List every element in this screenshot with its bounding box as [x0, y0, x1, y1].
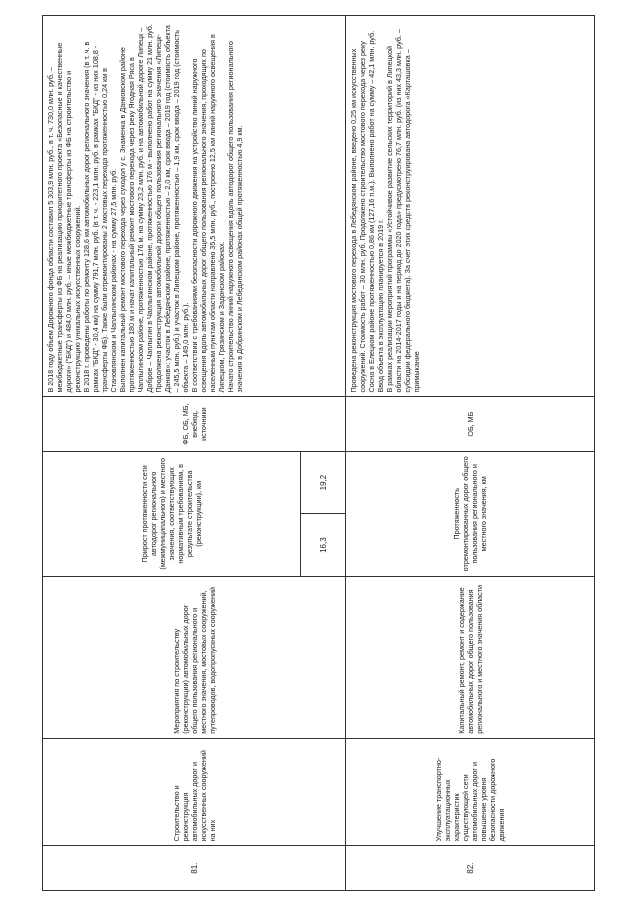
result-paragraph: В рамках реализации мероприятий программы «Устойчивое развитие сельских территорий в Липецкой области на 2014-2017 годы и на период до 2020 года» предусмотрено 76,7 млн. руб. (из них 43,3 млн. руб. – субсидии федерального бюджета). За счет этих средств реконструирована автодорога «Карташовка – примыкание	[385, 29, 421, 393]
result-paragraph: В соответствии с требованиями безопасности дорожного движения на устройство линий наружного освещения вдоль автомобильных дорог общего пользования регионального значения, проходящих по населенным пунктам области направлено 35,5 млн. руб., построено 12,5 км линий наружного освещения в Липецком, Грязинском и Задонском районах.	[190, 34, 226, 393]
row-number: 81.	[43, 846, 346, 891]
result-paragraph: Проведена реконструкция мостового перехода в Лебедянском районе, введено 0,25 км искусственных сооружений. Стоимость работ – 30 млн. руб. Продолжено строительство мостового перехода через реку Сосна в Елецком районе протяженностью 0,86 км (127,16 п.м.). Выполнено работ на сумму – 42,1 млн. руб. Ввод объекта в эксплуатацию планируется в 2019 г.	[349, 30, 385, 393]
result-cell	[43, 16, 346, 398]
indicator-cell	[43, 451, 346, 576]
measure-cell: Мероприятия по строительству (реконструкции) автомобильных дорог общего пользования регионального и местного значения, мостовых сооружений, путепроводов, водопропускных сооружений	[43, 576, 346, 738]
result-paragraph: Выполнен капитальный ремонт мостового перехода через суходол у с. Знаменка в Данковском районе протяженностью 180 м и начат капитальный ремонт мостового перехода через реку Ягодная Ряса в Чаплыгинском районе, протяженностью 176 м. на сумму 23,2 млн. руб. и на автомобильной дороге Липецк – Доброе – Чаплыгин в Чаплыгинском районе, протяженностью 176 м - выполнено работ на сумму 21 млн. руб.	[118, 24, 154, 393]
result-cell	[346, 16, 595, 398]
value-fact: 19,2	[301, 452, 345, 515]
result-paragraph: В 2018 г. проведены работы по ремонту 128,6 км автомобильных дорог регионального значения (в т. ч. в рамках "БКД" - 30,4 км) на сумму 791,7 млн. руб. (в т. ч. - 223,1 млн. руб. в рамках "БКД" - из них 108,8 - трансферты ФБ). Также были отремонтированы 2 мостовых перехода протяженностью 0,24 км в Становлянском и Чаплыгинском районах - на сумму 27,5 млн. руб.	[82, 41, 118, 393]
program-table	[42, 15, 595, 891]
sources-cell: ФБ, ОБ, МБ, внебюд. источники	[43, 397, 346, 451]
row-number: 82.	[346, 846, 595, 891]
measure-cell: Капитальный ремонт, ремонт и содержание автомобильных дорог общего пользования регионального и местного значения области	[346, 576, 595, 738]
result-paragraph: Продолжена реконструкция автомобильной дороги общего пользования регионального значения «Липецк-Данков»: участок в Лебедянском районе, протяженностью – 2,0 км, срок ввода – 2019 год (стоимость объекта – 245,5 млн. руб.) и участок в Липецком районе, протяженностью – 1,9 км, срок ввода – 2019 год (стоимость объекта – 149,0 млн. руб.).	[154, 25, 190, 393]
table-row	[43, 16, 346, 891]
result-paragraph: Начато строительство линий наружного освещения вдоль автодорог общего пользования регионального значения в Добринском и Лебедянском районах общей протяженностью 4,9 км.	[226, 41, 244, 393]
task-cell: Улучшение транспортно-эксплуатационных характеристик существующей сети автомобильных дорог и повышение уровня безопасности дорожного движения	[346, 738, 595, 846]
task-cell: Строительство и реконструкция автомобильных дорог и искусственных сооружений на них	[43, 738, 346, 846]
indicator-values	[300, 452, 345, 576]
table-row	[346, 16, 595, 891]
value-plan: 16,3	[318, 537, 328, 553]
indicator-cell: Протяженность отремонтированных дорог общего пользования регионального и местного значения, км	[346, 451, 595, 576]
result-paragraph: В 2018 году объем Дорожного фонда области составил 5 303,9 млн. руб., в т. ч. 730,0 млн. руб. – межбюджетные трансферты из ФБ на реализацию приоритетного проекта «Безопасные и качественные дороги» ("БКД") и 484,0 млн. руб. – иные межбюджетные трансферты из ФБ на строительство и реконструкцию уникальных искусственных сооружений.	[46, 42, 82, 393]
indicator-text: Прирост протяженности сети автодорог регионального (межмуниципального) и местного значения, соответствующих нормативным требованиям, в результате строительства (реконструкции), км	[140, 457, 203, 570]
sources-cell: ОБ, МБ	[346, 397, 595, 451]
